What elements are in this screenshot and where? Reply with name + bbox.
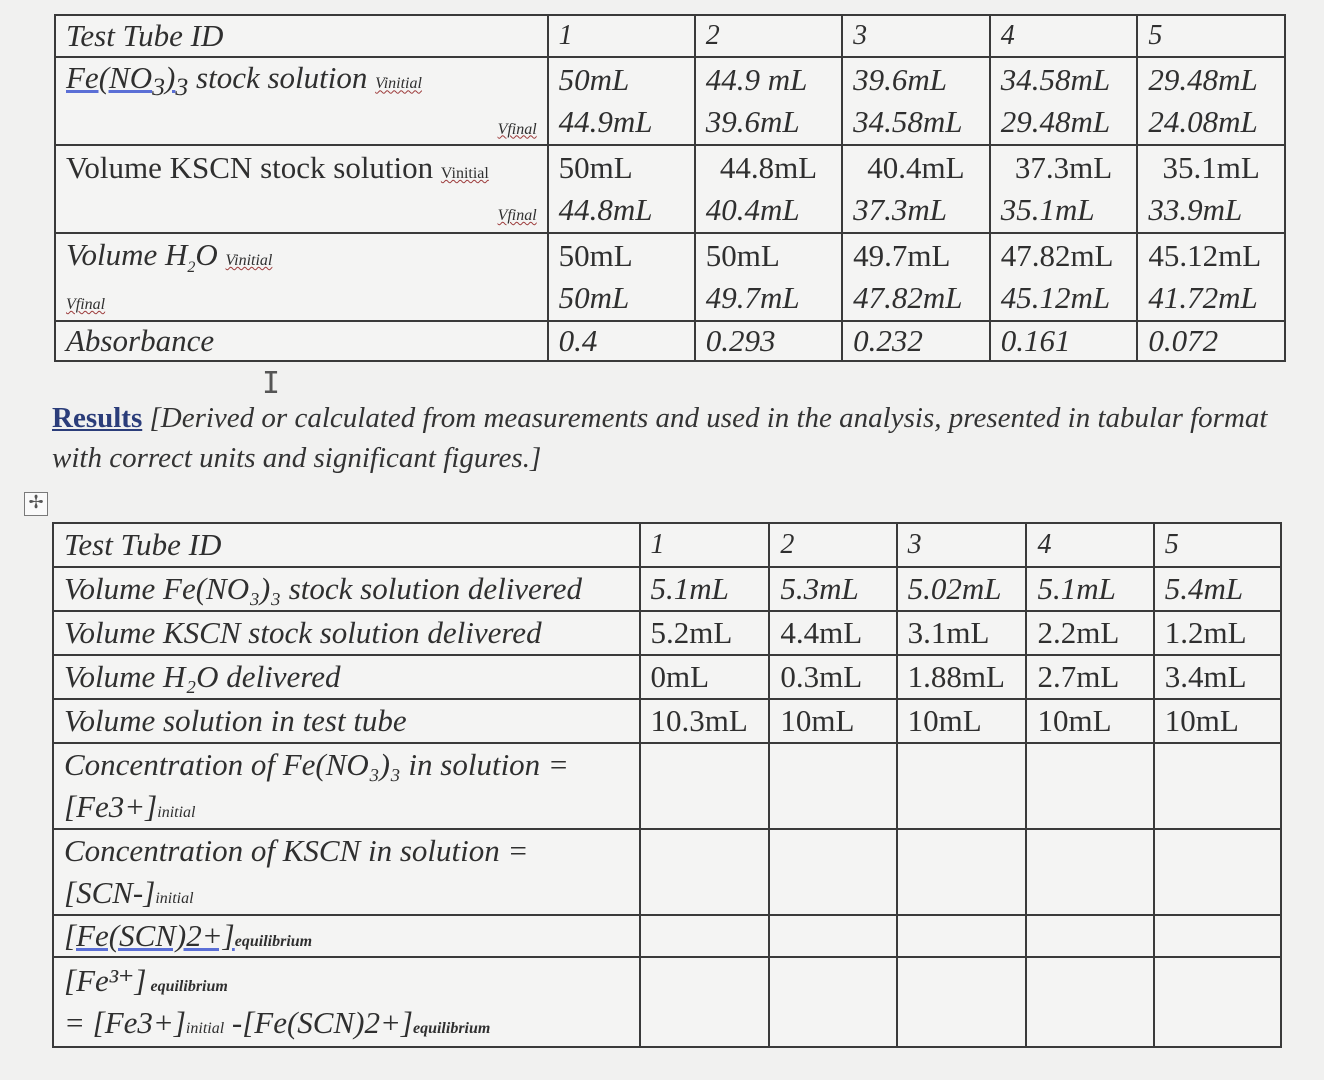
volume-solution-cell-4[interactable]: 10mL xyxy=(1026,699,1153,743)
table-row xyxy=(53,957,1281,1047)
fe-cell-5[interactable]: 29.48mL 24.08mL xyxy=(1137,57,1285,145)
text-cursor-icon: I xyxy=(262,366,281,401)
h2o-delivered-cell-2[interactable]: 0.3mL xyxy=(769,655,896,699)
kscn-stock-label-cell[interactable]: Volume KSCN stock solution Vinitial Vfinal xyxy=(55,145,548,233)
volume-solution-cell-1[interactable]: 10.3mL xyxy=(640,699,770,743)
fe-stock-label: $Fe(NO_3)$ xyxy=(66,60,176,102)
fe-eq-cell-3[interactable] xyxy=(897,957,1027,1047)
kscn-cell-4[interactable]: 37.3mL 35.1mL xyxy=(990,145,1138,233)
fescn-eq-label[interactable]: [Fe(SCN)2+]equilibrium xyxy=(53,915,640,957)
fescn-eq-cell-3[interactable] xyxy=(897,915,1027,957)
conc-fe-cell-4[interactable] xyxy=(1026,743,1153,829)
header-col-5[interactable]: 5 xyxy=(1137,15,1285,57)
fe-stock-label-cell[interactable]: $Fe(NO_3)_3$ stock solution Vinitial Vfinal xyxy=(55,57,548,145)
conc-scn-cell-5[interactable] xyxy=(1154,829,1281,915)
header-label[interactable]: Test Tube ID xyxy=(55,15,548,57)
conc-fe-cell-5[interactable] xyxy=(1154,743,1281,829)
table-row xyxy=(55,15,1285,57)
volume-solution-cell-5[interactable]: 10mL xyxy=(1154,699,1281,743)
kscn-cell-5[interactable]: 35.1mL 33.9mL xyxy=(1137,145,1285,233)
absorbance-cell-2[interactable]: 0.293 xyxy=(695,321,842,361)
conc-fe-cell-3[interactable] xyxy=(897,743,1027,829)
volume-solution-cell-3[interactable]: 10mL xyxy=(897,699,1027,743)
table-row xyxy=(53,699,1281,743)
kscn-cell-1[interactable]: 50mL 44.8mL xyxy=(548,145,695,233)
table-move-handle-icon[interactable]: ✢ xyxy=(24,492,48,516)
fe-eq-cell-5[interactable] xyxy=(1154,957,1281,1047)
table-row xyxy=(55,321,1285,361)
conc-scn-cell-4[interactable] xyxy=(1026,829,1153,915)
conc-scn-label: Concentration of KSCN in solution = xyxy=(64,833,529,868)
conc-fe-cell-1[interactable] xyxy=(640,743,770,829)
fe-delivered-cell-2[interactable]: 5.3mL xyxy=(769,567,896,611)
kscn-delivered-label[interactable]: Volume KSCN stock solution delivered xyxy=(53,611,640,655)
h2o-cell-2[interactable]: 50mL 49.7mL xyxy=(695,233,842,321)
kscn-delivered-cell-1[interactable]: 5.2mL xyxy=(640,611,770,655)
table-row xyxy=(53,743,1281,829)
fe-delivered-label[interactable]: Volume Fe(NO₃)₃ stock solution delivered xyxy=(53,567,640,611)
h2o-label-cell[interactable]: Volume $H_2O$ Vinitial Vfinal xyxy=(55,233,548,321)
header-col-3[interactable]: 3 xyxy=(842,15,990,57)
fescn-eq-cell-1[interactable] xyxy=(640,915,770,957)
h2o-delivered-cell-3[interactable]: 1.88mL xyxy=(897,655,1027,699)
conc-scn-cell-3[interactable] xyxy=(897,829,1027,915)
absorbance-label[interactable]: Absorbance xyxy=(55,321,548,361)
kscn-stock-label: Volume KSCN stock solution xyxy=(66,150,441,185)
table-row xyxy=(53,655,1281,699)
table-row xyxy=(55,57,1285,145)
header-col-1[interactable]: 1 xyxy=(548,15,695,57)
kscn-delivered-cell-5[interactable]: 1.2mL xyxy=(1154,611,1281,655)
raw-data-table xyxy=(54,14,1286,362)
absorbance-cell-1[interactable]: 0.4 xyxy=(548,321,695,361)
header-col-2[interactable]: 2 xyxy=(769,523,896,567)
kscn-delivered-cell-2[interactable]: 4.4mL xyxy=(769,611,896,655)
table-row xyxy=(55,233,1285,321)
fe-cell-4[interactable]: 34.58mL 29.48mL xyxy=(990,57,1138,145)
header-col-1[interactable]: 1 xyxy=(640,523,770,567)
conc-scn-cell-2[interactable] xyxy=(769,829,896,915)
fe-eq-cell-2[interactable] xyxy=(769,957,896,1047)
fe-cell-2[interactable]: 44.9 mL 39.6mL xyxy=(695,57,842,145)
fe-eq-cell-4[interactable] xyxy=(1026,957,1153,1047)
conc-fe-label-cell[interactable]: Concentration of Fe(NO₃)₃ in solution = [Fe3+]initial xyxy=(53,743,640,829)
table-row xyxy=(55,145,1285,233)
fe-delivered-cell-3[interactable]: 5.02mL xyxy=(897,567,1027,611)
header-col-2[interactable]: 2 xyxy=(695,15,842,57)
kscn-delivered-cell-4[interactable]: 2.2mL xyxy=(1026,611,1153,655)
h2o-cell-1[interactable]: 50mL 50mL xyxy=(548,233,695,321)
absorbance-cell-5[interactable]: 0.072 xyxy=(1137,321,1285,361)
kscn-cell-3[interactable]: 40.4mL 37.3mL xyxy=(842,145,990,233)
fe-eq-label-cell[interactable]: [Fe³⁺] equilibrium = [Fe3+]initial -[Fe(SCN)2+]equilibrium xyxy=(53,957,640,1047)
results-table xyxy=(52,522,1282,1048)
conc-scn-label-cell[interactable]: Concentration of KSCN in solution = [SCN-]initial xyxy=(53,829,640,915)
kscn-delivered-cell-3[interactable]: 3.1mL xyxy=(897,611,1027,655)
conc-fe-cell-2[interactable] xyxy=(769,743,896,829)
kscn-cell-2[interactable]: 44.8mL 40.4mL xyxy=(695,145,842,233)
volume-solution-cell-2[interactable]: 10mL xyxy=(769,699,896,743)
h2o-delivered-label[interactable]: Volume H₂O delivered xyxy=(53,655,640,699)
results-instructions: [Derived or calculated from measurements and used in the analysis, presented in tabular format with correct units and significant figures.] xyxy=(52,402,1268,474)
h2o-cell-5[interactable]: 45.12mL 41.72mL xyxy=(1137,233,1285,321)
fe-delivered-cell-4[interactable]: 5.1mL xyxy=(1026,567,1153,611)
header-label[interactable]: Test Tube ID xyxy=(53,523,640,567)
h2o-delivered-cell-4[interactable]: 2.7mL xyxy=(1026,655,1153,699)
conc-fe-label: Concentration of Fe(NO₃)₃ in solution = xyxy=(64,747,569,782)
volume-solution-label[interactable]: Volume solution in test tube xyxy=(53,699,640,743)
h2o-cell-3[interactable]: 49.7mL 47.82mL xyxy=(842,233,990,321)
conc-scn-cell-1[interactable] xyxy=(640,829,770,915)
table-row xyxy=(53,611,1281,655)
fescn-eq-cell-5[interactable] xyxy=(1154,915,1281,957)
absorbance-cell-4[interactable]: 0.161 xyxy=(990,321,1138,361)
fescn-eq-cell-4[interactable] xyxy=(1026,915,1153,957)
vfinal-label: Vfinal xyxy=(497,120,537,138)
header-col-3[interactable]: 3 xyxy=(897,523,1027,567)
fe-delivered-cell-1[interactable]: 5.1mL xyxy=(640,567,770,611)
table-row xyxy=(53,567,1281,611)
h2o-cell-4[interactable]: 47.82mL 45.12mL xyxy=(990,233,1138,321)
absorbance-cell-3[interactable]: 0.232 xyxy=(842,321,990,361)
fe-cell-1[interactable]: 50mL 44.9mL xyxy=(548,57,695,145)
table-row xyxy=(53,915,1281,957)
fe-delivered-cell-5[interactable]: 5.4mL xyxy=(1154,567,1281,611)
table-row xyxy=(53,523,1281,567)
h2o-delivered-cell-5[interactable]: 3.4mL xyxy=(1154,655,1281,699)
header-col-5[interactable]: 5 xyxy=(1154,523,1281,567)
results-heading: Results xyxy=(52,402,143,434)
fescn-eq-cell-2[interactable] xyxy=(769,915,896,957)
table-row xyxy=(53,829,1281,915)
header-col-4[interactable]: 4 xyxy=(1026,523,1153,567)
header-col-4[interactable]: 4 xyxy=(990,15,1138,57)
results-paragraph[interactable] xyxy=(52,398,1282,478)
h2o-delivered-cell-1[interactable]: 0mL xyxy=(640,655,770,699)
fe-eq-cell-1[interactable] xyxy=(640,957,770,1047)
fe-cell-3[interactable]: 39.6mL 34.58mL xyxy=(842,57,990,145)
